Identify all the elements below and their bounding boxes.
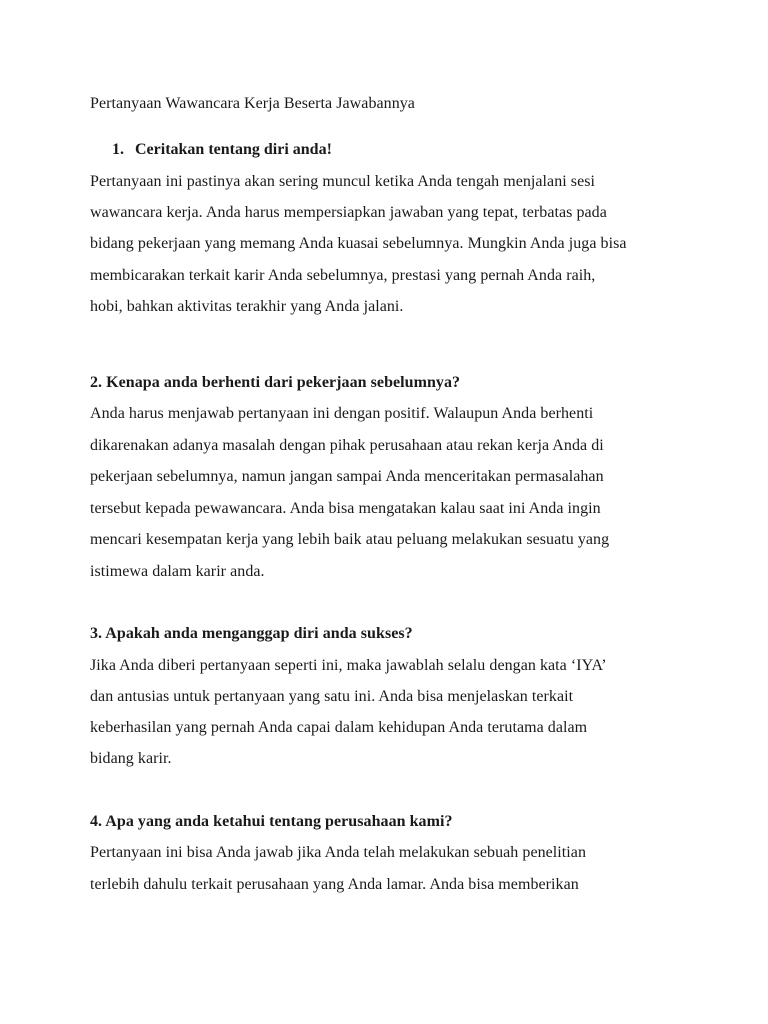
q1-answer-line: membicarakan terkait karir Anda sebelumnya, prestasi yang pernah Anda raih,	[90, 267, 596, 284]
q1-answer-line: Pertanyaan ini pastinya akan sering muncul ketika Anda tengah menjalani sesi	[90, 173, 595, 190]
q4-answer-line: Pertanyaan ini bisa Anda jawab jika Anda telah melakukan sebuah penelitian	[90, 844, 586, 861]
q2-answer-line: tersebut kepada pewawancara. Anda bisa mengatakan kalau saat ini Anda ingin	[90, 500, 601, 517]
q1-answer-line: wawancara kerja. Anda harus mempersiapkan jawaban yang tepat, terbatas pada	[90, 204, 607, 221]
q3-answer-line: bidang karir.	[90, 750, 172, 767]
q3-answer-line: Jika Anda diberi pertanyaan seperti ini, maka jawablah selalu dengan kata ‘IYA’	[90, 657, 607, 674]
q2-question: 2. Kenapa anda berhenti dari pekerjaan sebelumnya?	[90, 374, 461, 391]
q2-answer-line: pekerjaan sebelumnya, namun jangan sampai Anda menceritakan permasalahan	[90, 468, 604, 485]
q1-number: 1.	[112, 141, 124, 158]
q2-answer-line: dikarenakan adanya masalah dengan pihak perusahaan atau rekan kerja Anda di	[90, 437, 604, 454]
q3-answer-line: dan antusias untuk pertanyaan yang satu ini. Anda bisa menjelaskan terkait	[90, 688, 574, 705]
q3-answer-line: keberhasilan yang pernah Anda capai dalam kehidupan Anda terutama dalam	[90, 719, 588, 736]
document-title: Pertanyaan Wawancara Kerja Beserta Jawabannya	[90, 95, 415, 112]
q4-answer-line: terlebih dahulu terkait perusahaan yang Anda lamar. Anda bisa memberikan	[90, 876, 579, 893]
q4-question: 4. Apa yang anda ketahui tentang perusahaan kami?	[90, 813, 453, 830]
q1-answer-line: bidang pekerjaan yang memang Anda kuasai sebelumnya. Mungkin Anda juga bisa	[90, 235, 627, 252]
q2-answer-line: istimewa dalam karir anda.	[90, 563, 265, 580]
q3-question: 3. Apakah anda menganggap diri anda sukses?	[90, 625, 413, 642]
q2-answer-line: mencari kesempatan kerja yang lebih baik atau peluang melakukan sesuatu yang	[90, 531, 610, 548]
q2-answer-line: Anda harus menjawab pertanyaan ini dengan positif. Walaupun Anda berhenti	[90, 405, 594, 422]
q1-question: Ceritakan tentang diri anda!	[135, 141, 332, 158]
q1-answer-line: hobi, bahkan aktivitas terakhir yang Anda jalani.	[90, 298, 404, 315]
